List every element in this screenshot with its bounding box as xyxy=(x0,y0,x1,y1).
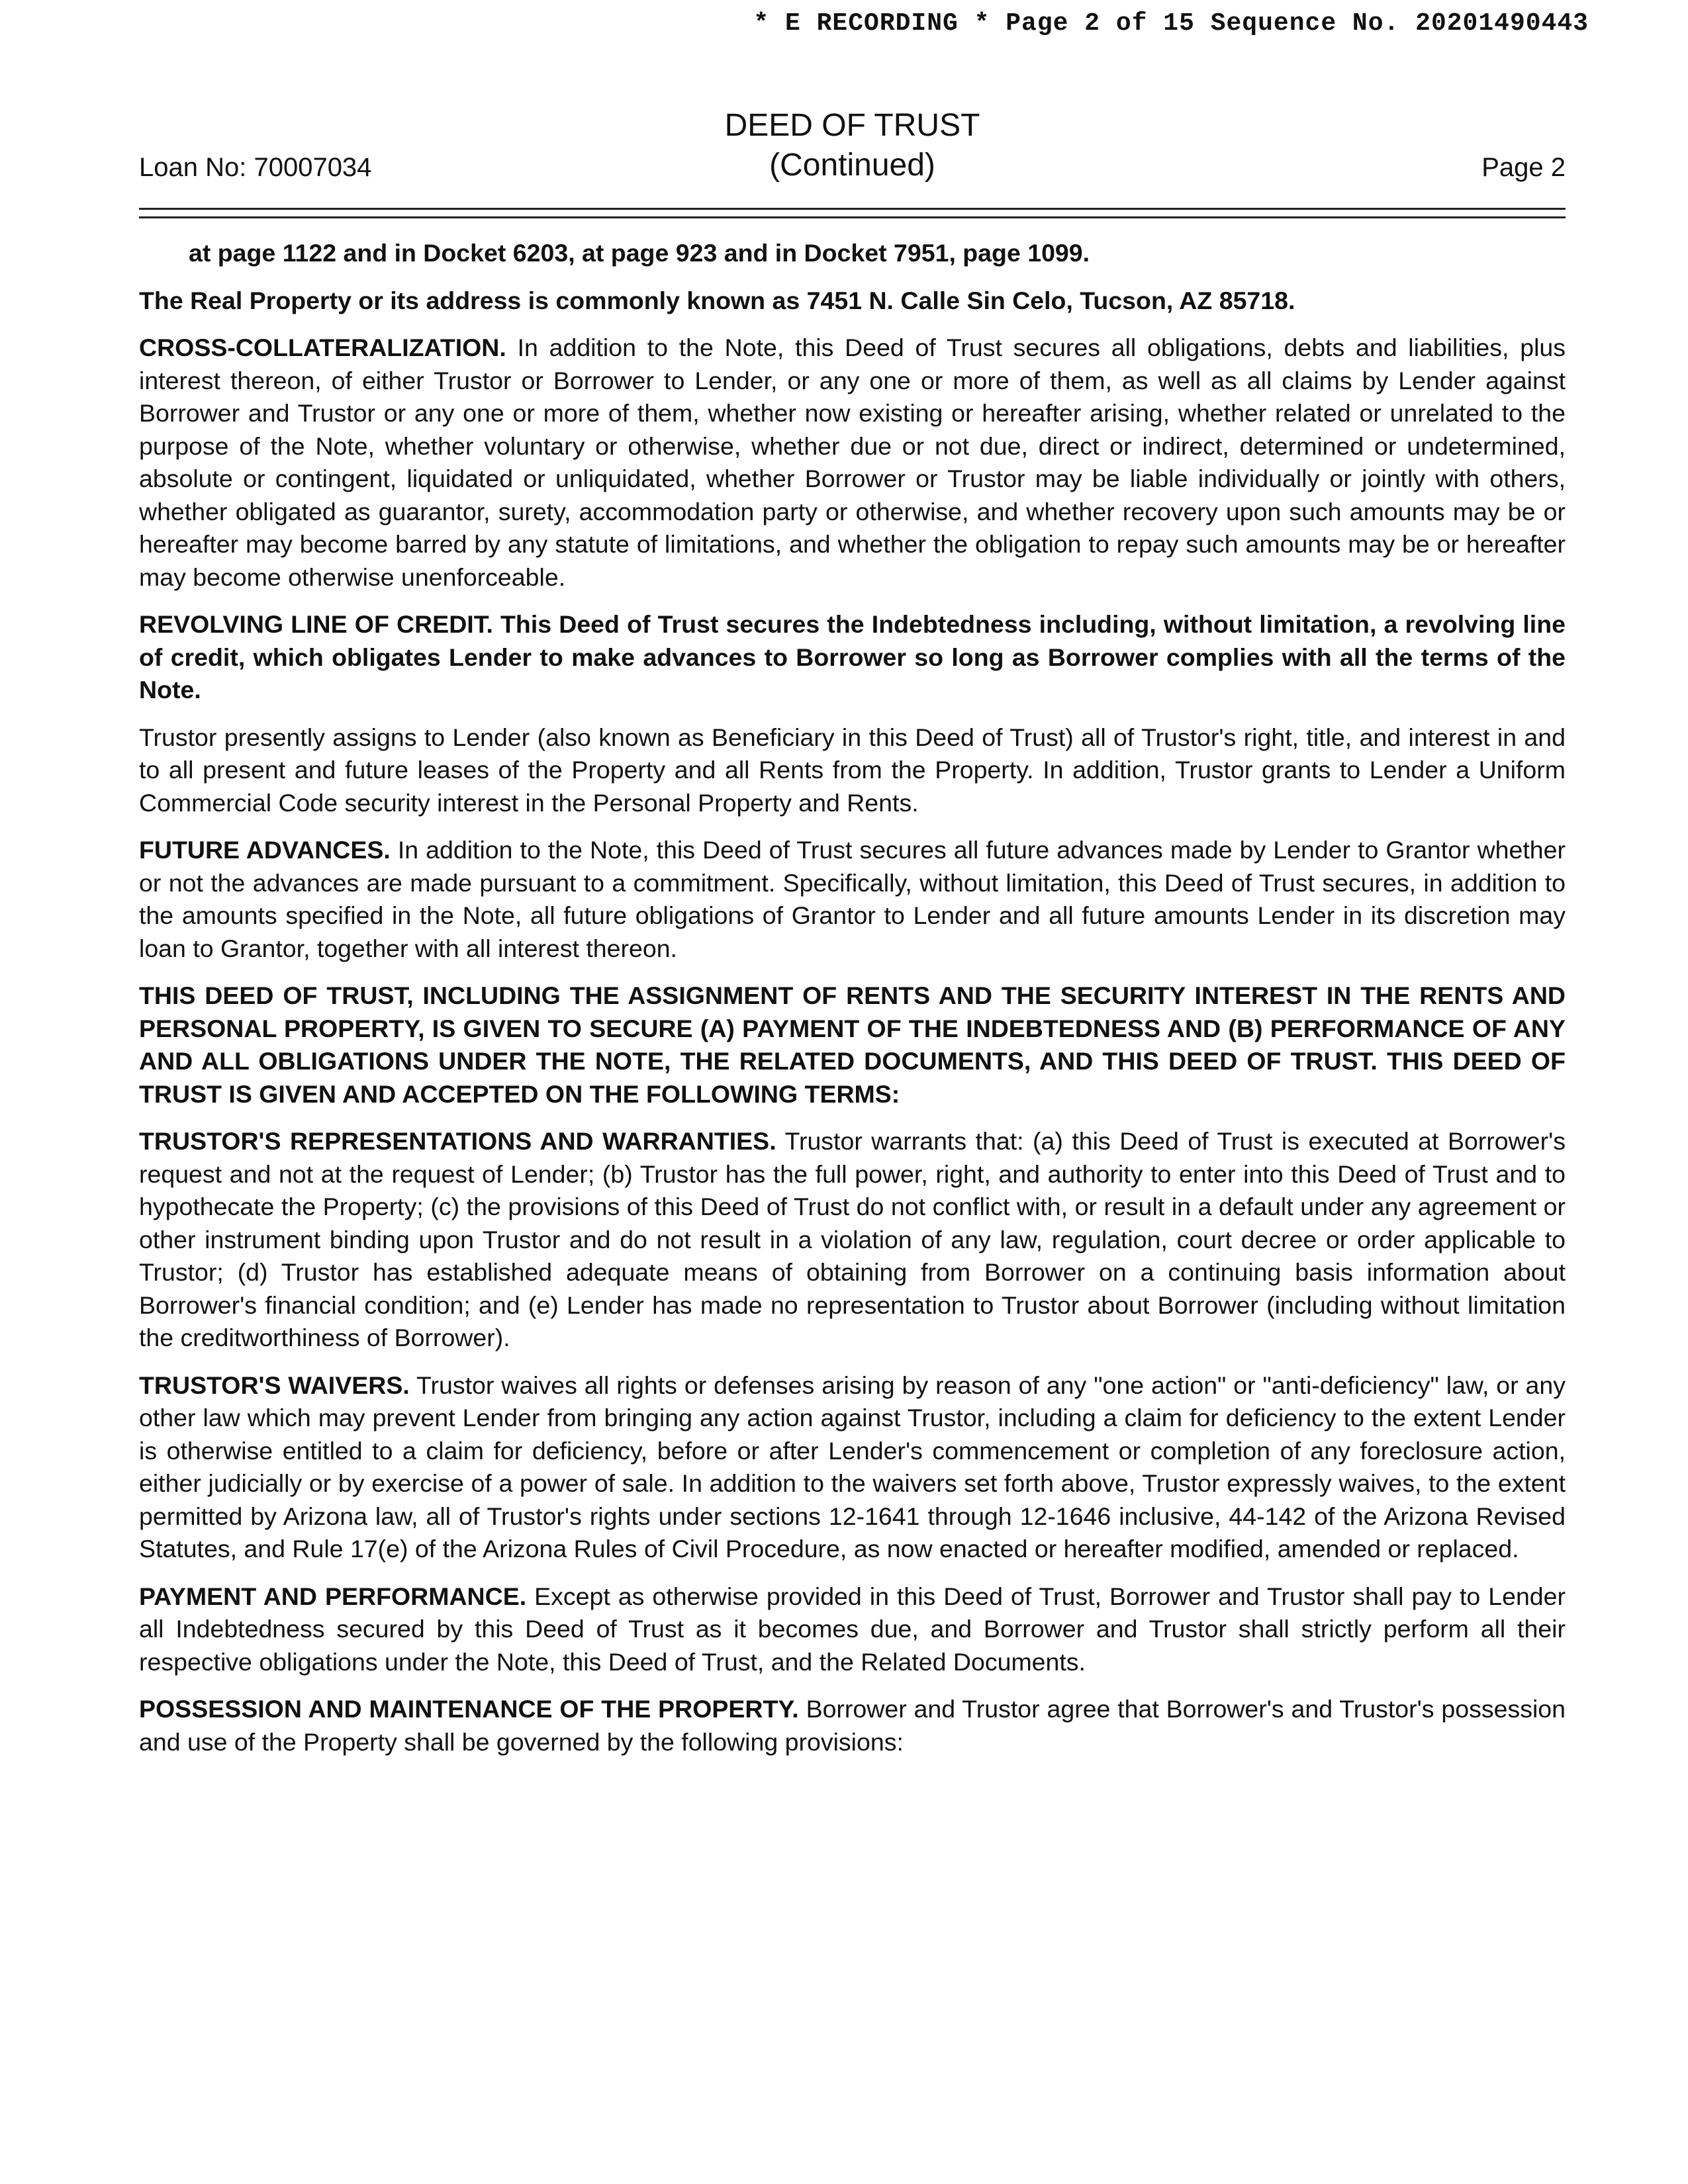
section-text: Except as otherwise provided in this Deed of Trust, Borrower and Trustor shall pay to Lender all Indebtedness secured by this Deed of Trust as it becomes due, and Borrower and Trustor shall strictly perform all their respective obligations under the Note, this Deed of Trust, and the Related Documents. xyxy=(139,1582,1566,1676)
document-subtitle: (Continued) xyxy=(769,148,935,183)
section-heading: TRUSTOR'S REPRESENTATIONS AND WARRANTIES. xyxy=(139,1127,776,1155)
continuation-line: at page 1122 and in Docket 6203, at page 923 and in Docket 7951, page 1099. xyxy=(189,239,1090,267)
section-text: Trustor warrants that: (a) this Deed of Trust is executed at Borrower's request and not at the request of Lender; (b) Trustor has the full power, right, and authority to enter into this Deed of Trust and to hypothecate the Property; (c) the provisions of this Deed of Trust do not conflict with, or result in a default under any agreement or other instrument binding upon Trustor and do not result in a violation of any law, regulation, court decree or order applicable to Trustor; (d) Trustor has established adequate means of obtaining from Borrower on a continuing basis information about Borrower's financial condition; and (e) Lender has made no representation to Trustor about Borrower (including without limitation the creditworthiness of Borrower). xyxy=(139,1127,1566,1351)
divider-line-bottom xyxy=(139,216,1566,218)
section-future-advances xyxy=(139,834,1566,965)
section-heading: POSSESSION AND MAINTENANCE OF THE PROPERTY. xyxy=(139,1695,799,1723)
section-text: Borrower and Trustor agree that Borrower's and Trustor's possession and use of the Property shall be governed by the following provisions: xyxy=(139,1695,1566,1756)
page-header xyxy=(139,106,1566,192)
section-text: This Deed of Trust secures the Indebtedness including, without limitation, a revolving line of credit, which obligates Lender to make advances to Borrower so long as Borrower complies with all the terms of the Note. xyxy=(139,610,1566,704)
section-text: In addition to the Note, this Deed of Trust secures all obligations, debts and liabilities, plus interest thereon, of either Trustor or Borrower to Lender, or any one or more of them, as well as all claims by Lender against Borrower and Trustor or any one or more of them, whether now existing or hereafter arising, whether related or unrelated to the purpose of the Note, whether voluntary or otherwise, whether due or not due, direct or indirect, determined or undetermined, absolute or contingent, liquidated or unliquidated, whether Borrower or Trustor may be liable individually or jointly with others, whether obligated as guarantor, surety, accommodation party or otherwise, and whether recovery upon such amounts may be or hereafter may become barred by any statute of limitations, and whether the obligation to repay such amounts may be or hereafter may become otherwise unenforceable. xyxy=(139,334,1566,591)
section-text: In addition to the Note, this Deed of Trust secures all future advances made by Lender to Grantor whether or not the advances are made pursuant to a commitment. Specifically, without limitation, this Deed of Trust secures, in addition to the amounts specified in the Note, all future obligations of Grantor to Lender and all future amounts Lender in its discretion may loan to Grantor, together with all interest thereon. xyxy=(139,836,1566,962)
section-heading: TRUSTOR'S WAIVERS. xyxy=(139,1371,410,1399)
section-possession xyxy=(139,1693,1566,1758)
header-divider xyxy=(139,208,1566,218)
page-number: Page 2 xyxy=(1481,153,1566,182)
document-title: DEED OF TRUST xyxy=(724,108,980,143)
section-heading: CROSS-COLLATERALIZATION. xyxy=(139,334,506,361)
section-waivers xyxy=(139,1369,1566,1566)
divider-line-top xyxy=(139,208,1566,210)
section-payment xyxy=(139,1580,1566,1679)
section-representations xyxy=(139,1125,1566,1355)
section-heading: REVOLVING LINE OF CREDIT. xyxy=(139,610,493,638)
section-heading: FUTURE ADVANCES. xyxy=(139,836,391,864)
section-assignment: Trustor presently assigns to Lender (also known as Beneficiary in this Deed of Trust) all of Trustor's right, title, and interest in and to all present and future leases of the Property and all Rents from the Property. In addition, Trustor grants to Lender a Uniform Commercial Code security interest in the Personal Property and Rents. xyxy=(139,723,1566,817)
section-revolving-credit xyxy=(139,608,1566,707)
document-body xyxy=(139,237,1566,1773)
loan-number: Loan No: 70007034 xyxy=(139,153,372,182)
section-cross-collateralization xyxy=(139,332,1566,594)
recording-stamp: * E RECORDING * Page 2 of 15 Sequence No. 20201490443 xyxy=(753,9,1589,38)
section-heading: PAYMENT AND PERFORMANCE. xyxy=(139,1582,527,1610)
caps-notice: THIS DEED OF TRUST, INCLUDING THE ASSIGNMENT OF RENTS AND THE SECURITY INTEREST IN THE RENTS AND PERSONAL PROPERTY, IS GIVEN TO SECURE (A) PAYMENT OF THE INDEBTEDNESS AND (B) PERFORMANCE OF ANY AND ALL OBLIGATIONS UNDER THE NOTE, THE RELATED DOCUMENTS, AND THIS DEED OF TRUST. THIS DEED OF TRUST IS GIVEN AND ACCEPTED ON THE FOLLOWING TERMS: xyxy=(139,981,1566,1108)
property-address: The Real Property or its address is commonly known as 7451 N. Calle Sin Celo, Tucson, AZ 85718. xyxy=(139,286,1295,314)
section-text: Trustor waives all rights or defenses arising by reason of any "one action" or "anti-deficiency" law, or any other law which may prevent Lender from bringing any action against Trustor, including a claim for deficiency to the extent Lender is otherwise entitled to a claim for deficiency, before or after Lender's commencement or completion of any foreclosure action, either judicially or by exercise of a power of sale. In addition to the waivers set forth above, Trustor expressly waives, to the extent permitted by Arizona law, all of Trustor's rights under sections 12-1641 through 12-1646 inclusive, 44-142 of the Arizona Revised Statutes, and Rule 17(e) of the Arizona Rules of Civil Procedure, as now enacted or hereafter modified, amended or replaced. xyxy=(139,1371,1566,1563)
